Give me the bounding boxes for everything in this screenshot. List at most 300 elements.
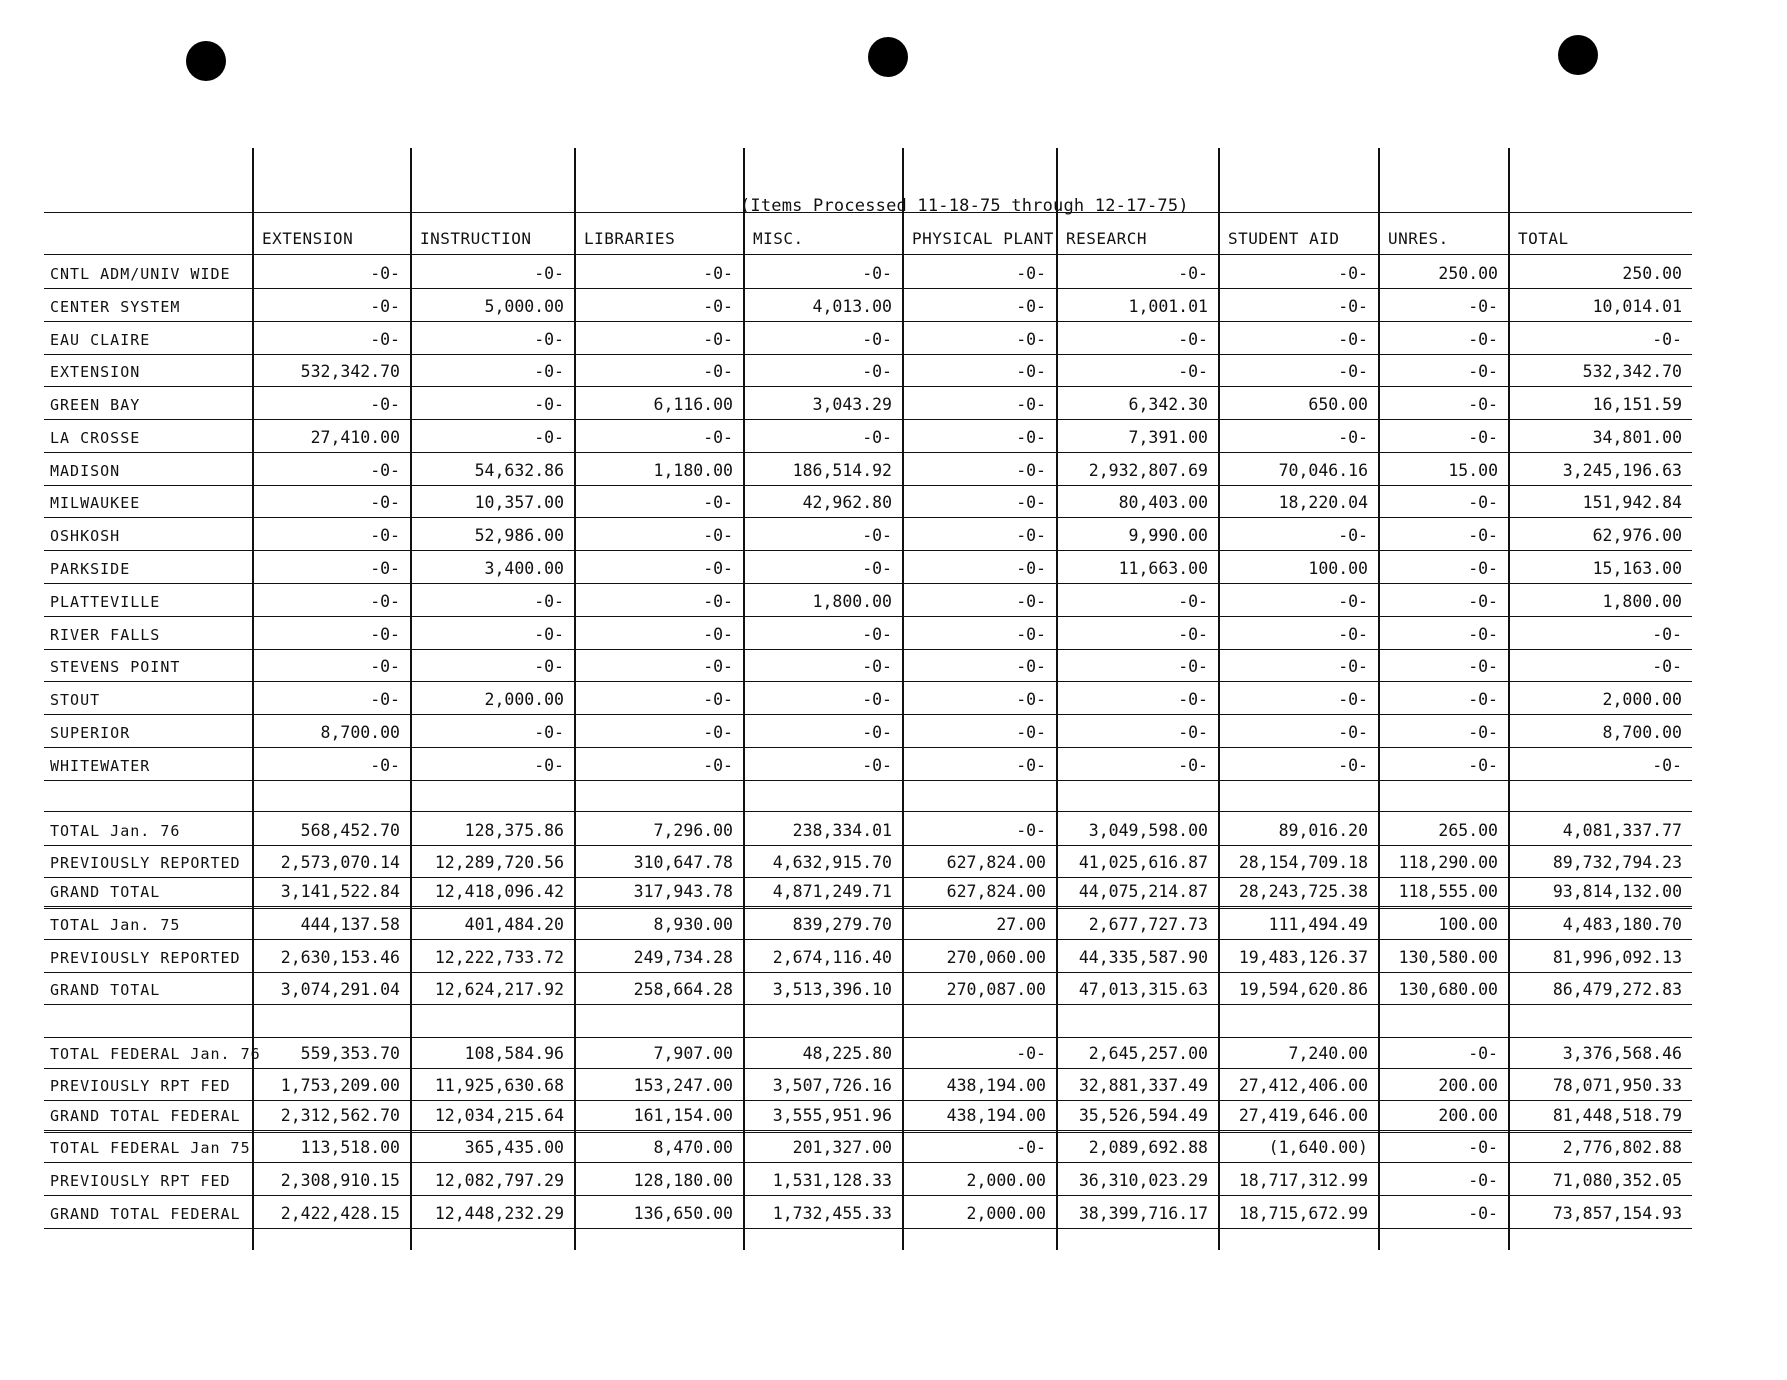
table-cell: 9,990.00: [1128, 526, 1208, 545]
row-label: PARKSIDE: [50, 560, 131, 578]
table-cell: 559,353.70: [300, 1044, 400, 1063]
row-label: STOUT: [50, 691, 101, 709]
table-cell: -0-: [534, 592, 564, 611]
table-cell: 627,824.00: [946, 853, 1046, 872]
table-cell: -0-: [1338, 690, 1368, 709]
table-cell: [902, 782, 1056, 812]
table-row: [44, 488, 1692, 518]
table-cell: 11,663.00: [1118, 559, 1208, 578]
table-cell: 6,342.30: [1128, 395, 1208, 414]
table-cell: [1378, 1008, 1508, 1038]
punch-hole-center: [868, 37, 908, 77]
table-cell: 34,801.00: [1592, 428, 1682, 447]
table-cell: 28,154,709.18: [1238, 853, 1368, 872]
table-cell: -0-: [1652, 625, 1682, 644]
table-cell: 12,222,733.72: [434, 948, 564, 967]
row-rule: [44, 1037, 1692, 1038]
table-cell: [1056, 782, 1218, 812]
table-cell: 36,310,023.29: [1078, 1171, 1208, 1190]
table-cell: 41,025,616.87: [1078, 853, 1208, 872]
table-cell: -0-: [370, 690, 400, 709]
table-cell: -0-: [1016, 756, 1046, 775]
table-cell: -0-: [703, 625, 733, 644]
table-cell: -0-: [1178, 362, 1208, 381]
table-cell: -0-: [1468, 526, 1498, 545]
table-cell: 8,470.00: [653, 1138, 733, 1157]
table-cell: -0-: [1468, 756, 1498, 775]
table-cell: -0-: [370, 297, 400, 316]
table-cell: -0-: [534, 756, 564, 775]
table-cell: 128,180.00: [633, 1171, 733, 1190]
row-rule: [44, 780, 1692, 781]
table-cell: -0-: [703, 592, 733, 611]
table-cell: 2,630,153.46: [280, 948, 400, 967]
table-cell: 81,448,518.79: [1552, 1106, 1682, 1125]
table-cell: 27,412,406.00: [1238, 1076, 1368, 1095]
table-cell: 35,526,594.49: [1078, 1106, 1208, 1125]
row-rule: [44, 972, 1692, 973]
row-label: MILWAUKEE: [50, 494, 141, 512]
table-cell: 100.00: [1308, 559, 1368, 578]
table-cell: 12,082,797.29: [434, 1171, 564, 1190]
table-cell: -0-: [1338, 264, 1368, 283]
table-row: [44, 685, 1692, 715]
table-cell: -0-: [370, 461, 400, 480]
table-cell: [1508, 1008, 1692, 1038]
table-cell: 71,080,352.05: [1552, 1171, 1682, 1190]
table-cell: 3,141,522.84: [280, 882, 400, 901]
column-header: UNRES.: [1388, 229, 1449, 248]
column-header: TOTAL: [1518, 229, 1569, 248]
table-row: [44, 325, 1692, 355]
table-cell: 12,624,217.92: [434, 980, 564, 999]
report-note: (Items Processed 11-18-75 through 12-17-75): [740, 196, 1189, 216]
table-cell: -0-: [534, 264, 564, 283]
row-label: PREVIOUSLY RPT FED: [50, 1172, 231, 1190]
table-cell: 130,680.00: [1398, 980, 1498, 999]
table-row: [44, 1133, 1692, 1163]
table-cell: -0-: [1016, 297, 1046, 316]
table-cell: 4,632,915.70: [772, 853, 892, 872]
table-cell: -0-: [370, 559, 400, 578]
table-cell: 3,074,291.04: [280, 980, 400, 999]
table-cell: 365,435.00: [464, 1138, 564, 1157]
table-cell: -0-: [1468, 395, 1498, 414]
table-row: [44, 782, 1692, 812]
table-cell: -0-: [1016, 428, 1046, 447]
table-cell: 18,715,672.99: [1238, 1204, 1368, 1223]
table-cell: 4,081,337.77: [1562, 821, 1682, 840]
table-cell: -0-: [1468, 1204, 1498, 1223]
row-rule: [44, 845, 1692, 846]
table-cell: 100.00: [1438, 915, 1498, 934]
row-label: EXTENSION: [50, 363, 141, 381]
row-label: GRAND TOTAL FEDERAL: [50, 1107, 241, 1125]
table-cell: 258,664.28: [633, 980, 733, 999]
table-cell: 19,594,620.86: [1238, 980, 1368, 999]
column-header: RESEARCH: [1066, 229, 1148, 248]
table-cell: 8,700.00: [320, 723, 400, 742]
row-rule: [44, 1068, 1692, 1069]
table-cell: -0-: [1468, 428, 1498, 447]
table-cell: 310,647.78: [633, 853, 733, 872]
table-cell: -0-: [534, 428, 564, 447]
table-cell: 12,289,720.56: [434, 853, 564, 872]
column-header: LIBRARIES: [584, 229, 676, 248]
table-cell: -0-: [1338, 362, 1368, 381]
table-cell: 3,400.00: [484, 559, 564, 578]
table-cell: 128,375.86: [464, 821, 564, 840]
table-cell: -0-: [1338, 657, 1368, 676]
row-label: TOTAL FEDERAL Jan 75: [50, 1139, 251, 1157]
table-cell: (1,640.00): [1268, 1138, 1368, 1157]
table-cell: 136,650.00: [633, 1204, 733, 1223]
header-row: [44, 224, 1692, 254]
table-cell: -0-: [370, 395, 400, 414]
table-cell: 7,296.00: [653, 821, 733, 840]
row-label: MADISON: [50, 462, 121, 480]
table-cell: 151,942.84: [1582, 493, 1682, 512]
row-label: RIVER FALLS: [50, 626, 161, 644]
row-label: SUPERIOR: [50, 724, 131, 742]
table-cell: 7,907.00: [653, 1044, 733, 1063]
row-label: PREVIOUSLY REPORTED: [50, 854, 241, 872]
table-cell: 438,194.00: [946, 1076, 1046, 1095]
table-cell: -0-: [1338, 592, 1368, 611]
row-rule: [44, 386, 1692, 387]
table-cell: -0-: [1338, 625, 1368, 644]
table-cell: -0-: [1338, 330, 1368, 349]
table-cell: 2,674,116.40: [772, 948, 892, 967]
table-row: [44, 423, 1692, 453]
table-cell: 1,800.00: [1602, 592, 1682, 611]
table-cell: -0-: [534, 657, 564, 676]
table-cell: 568,452.70: [300, 821, 400, 840]
table-cell: 2,932,807.69: [1088, 461, 1208, 480]
table-cell: 32,881,337.49: [1078, 1076, 1208, 1095]
row-rule: [44, 714, 1692, 715]
table-row: [44, 943, 1692, 973]
table-cell: 1,531,128.33: [772, 1171, 892, 1190]
table-cell: -0-: [1178, 330, 1208, 349]
table-cell: [574, 782, 743, 812]
table-cell: 2,645,257.00: [1088, 1044, 1208, 1063]
table-cell: -0-: [1468, 690, 1498, 709]
row-label: CENTER SYSTEM: [50, 298, 181, 316]
table-cell: 201,327.00: [792, 1138, 892, 1157]
row-label: WHITEWATER: [50, 757, 151, 775]
row-rule: [44, 1228, 1692, 1229]
row-label: PREVIOUSLY RPT FED: [50, 1077, 231, 1095]
table-cell: 3,507,726.16: [772, 1076, 892, 1095]
table-cell: -0-: [1468, 657, 1498, 676]
table-cell: -0-: [1338, 723, 1368, 742]
table-cell: -0-: [1016, 625, 1046, 644]
table-cell: -0-: [703, 493, 733, 512]
table-row: [44, 816, 1692, 846]
table-row: [44, 521, 1692, 551]
table-cell: -0-: [703, 526, 733, 545]
table-cell: -0-: [703, 657, 733, 676]
table-cell: 532,342.70: [300, 362, 400, 381]
table-cell: -0-: [370, 657, 400, 676]
table-cell: -0-: [1178, 657, 1208, 676]
table-cell: [574, 1008, 743, 1038]
column-header: EXTENSION: [262, 229, 354, 248]
table-row: [44, 1199, 1692, 1229]
table-cell: 15,163.00: [1592, 559, 1682, 578]
row-label: PLATTEVILLE: [50, 593, 161, 611]
table-cell: [252, 782, 410, 812]
table-cell: [743, 782, 902, 812]
row-label: PREVIOUSLY REPORTED: [50, 949, 241, 967]
table-cell: [410, 782, 574, 812]
table-cell: 250.00: [1438, 264, 1498, 283]
column-header: STUDENT AID: [1228, 229, 1340, 248]
table-cell: -0-: [862, 690, 892, 709]
table-cell: 81,996,092.13: [1552, 948, 1682, 967]
table-row: [44, 554, 1692, 584]
row-label: GRAND TOTAL: [50, 981, 161, 999]
table-cell: -0-: [703, 690, 733, 709]
table-cell: -0-: [1016, 395, 1046, 414]
table-cell: 2,677,727.73: [1088, 915, 1208, 934]
row-label: TOTAL Jan. 75: [50, 916, 181, 934]
row-label: TOTAL Jan. 76: [50, 822, 181, 840]
table-cell: -0-: [1178, 690, 1208, 709]
table-cell: -0-: [370, 592, 400, 611]
table-cell: 108,584.96: [464, 1044, 564, 1063]
table-cell: -0-: [862, 657, 892, 676]
column-header: INSTRUCTION: [420, 229, 532, 248]
row-rule: [44, 419, 1692, 420]
table-cell: 1,753,209.00: [280, 1076, 400, 1095]
table-cell: -0-: [862, 330, 892, 349]
table-cell: 80,403.00: [1118, 493, 1208, 512]
table-cell: 2,000.00: [484, 690, 564, 709]
table-cell: 78,071,950.33: [1552, 1076, 1682, 1095]
table-cell: -0-: [1652, 756, 1682, 775]
table-row: [44, 1071, 1692, 1101]
table-cell: 47,013,315.63: [1078, 980, 1208, 999]
table-cell: -0-: [862, 559, 892, 578]
table-cell: 317,943.78: [633, 882, 733, 901]
table-cell: -0-: [703, 756, 733, 775]
table-cell: -0-: [1468, 330, 1498, 349]
table-cell: -0-: [1016, 821, 1046, 840]
table-cell: 7,391.00: [1128, 428, 1208, 447]
table-cell: -0-: [1178, 723, 1208, 742]
table-cell: 1,800.00: [812, 592, 892, 611]
table-cell: -0-: [534, 395, 564, 414]
table-cell: -0-: [1016, 362, 1046, 381]
table-cell: -0-: [1016, 1138, 1046, 1157]
table-cell: -0-: [1468, 297, 1498, 316]
table-cell: 1,001.01: [1128, 297, 1208, 316]
table-cell: 6,116.00: [653, 395, 733, 414]
table-cell: -0-: [1016, 690, 1046, 709]
table-cell: -0-: [862, 428, 892, 447]
table-cell: 18,717,312.99: [1238, 1171, 1368, 1190]
table-cell: 10,014.01: [1592, 297, 1682, 316]
row-rule: [44, 1162, 1692, 1163]
table-cell: -0-: [1652, 657, 1682, 676]
row-label: [44, 1008, 252, 1038]
row-rule: [44, 321, 1692, 322]
table-cell: 3,513,396.10: [772, 980, 892, 999]
table-cell: 16,151.59: [1592, 395, 1682, 414]
column-header: MISC.: [753, 229, 804, 248]
table-cell: -0-: [703, 559, 733, 578]
table-cell: 3,049,598.00: [1088, 821, 1208, 840]
table-cell: 3,376,568.46: [1562, 1044, 1682, 1063]
table-cell: 250.00: [1622, 264, 1682, 283]
table-cell: 1,732,455.33: [772, 1204, 892, 1223]
row-rule: [44, 811, 1692, 812]
table-cell: 89,016.20: [1278, 821, 1368, 840]
table-cell: 130,580.00: [1398, 948, 1498, 967]
table-cell: 3,555,951.96: [772, 1106, 892, 1125]
table-cell: -0-: [1338, 297, 1368, 316]
table-cell: 7,240.00: [1288, 1044, 1368, 1063]
table-row: [44, 259, 1692, 289]
table-cell: -0-: [370, 756, 400, 775]
table-cell: 118,290.00: [1398, 853, 1498, 872]
table-cell: 186,514.92: [792, 461, 892, 480]
table-cell: [1218, 782, 1378, 812]
table-cell: 54,632.86: [474, 461, 564, 480]
table-cell: -0-: [1652, 330, 1682, 349]
table-cell: 249,734.28: [633, 948, 733, 967]
row-rule: [44, 288, 1692, 289]
table-cell: 200.00: [1438, 1106, 1498, 1125]
table-cell: -0-: [1016, 1044, 1046, 1063]
table-cell: 52,986.00: [474, 526, 564, 545]
table-cell: -0-: [703, 297, 733, 316]
table-cell: -0-: [1016, 526, 1046, 545]
row-rule: [44, 681, 1692, 682]
table-cell: 11,925,630.68: [434, 1076, 564, 1095]
table-cell: 93,814,132.00: [1552, 882, 1682, 901]
table-cell: 270,087.00: [946, 980, 1046, 999]
table-cell: 2,000.00: [966, 1204, 1046, 1223]
punch-hole-left: [186, 41, 226, 81]
table-cell: 15.00: [1448, 461, 1498, 480]
table-row: [44, 292, 1692, 322]
table-cell: 62,976.00: [1592, 526, 1682, 545]
table-cell: 270,060.00: [946, 948, 1046, 967]
table-row: [44, 390, 1692, 420]
table-cell: -0-: [1468, 592, 1498, 611]
row-label: GRAND TOTAL: [50, 883, 161, 901]
table-cell: 4,871,249.71: [772, 882, 892, 901]
table-cell: -0-: [703, 428, 733, 447]
table-cell: [1056, 1008, 1218, 1038]
table-cell: 8,930.00: [653, 915, 733, 934]
table-cell: 2,573,070.14: [280, 853, 400, 872]
table-cell: -0-: [1016, 461, 1046, 480]
row-rule: [44, 212, 1692, 213]
table-cell: -0-: [703, 330, 733, 349]
table-cell: -0-: [1468, 625, 1498, 644]
punch-hole-right: [1558, 35, 1598, 75]
table-cell: 2,312,562.70: [280, 1106, 400, 1125]
table-cell: -0-: [1016, 657, 1046, 676]
table-cell: -0-: [703, 723, 733, 742]
table-cell: 2,089,692.88: [1088, 1138, 1208, 1157]
table-cell: -0-: [1468, 493, 1498, 512]
row-rule: [44, 354, 1692, 355]
table-cell: -0-: [862, 526, 892, 545]
row-rule: [44, 1004, 1692, 1005]
row-label: GRAND TOTAL FEDERAL: [50, 1205, 241, 1223]
table-cell: -0-: [1468, 362, 1498, 381]
row-label: OSHKOSH: [50, 527, 121, 545]
table-row: [44, 975, 1692, 1005]
table-cell: -0-: [862, 723, 892, 742]
table-cell: -0-: [534, 625, 564, 644]
table-cell: 44,335,587.90: [1078, 948, 1208, 967]
table-cell: 200.00: [1438, 1076, 1498, 1095]
table-cell: 3,043.29: [812, 395, 892, 414]
table-cell: -0-: [1016, 330, 1046, 349]
table-cell: 627,824.00: [946, 882, 1046, 901]
table-cell: -0-: [370, 526, 400, 545]
table-row: [44, 718, 1692, 748]
row-rule: [44, 517, 1692, 518]
table-cell: [743, 1008, 902, 1038]
row-rule: [44, 616, 1692, 617]
row-rule: [44, 583, 1692, 584]
table-row: [44, 910, 1692, 940]
table-cell: 111,494.49: [1268, 915, 1368, 934]
table-cell: 8,700.00: [1602, 723, 1682, 742]
table-cell: 401,484.20: [464, 915, 564, 934]
table-row: [44, 877, 1692, 907]
table-cell: -0-: [370, 264, 400, 283]
table-cell: -0-: [1178, 756, 1208, 775]
table-row: [44, 848, 1692, 878]
row-label: EAU CLAIRE: [50, 331, 151, 349]
table-cell: 48,225.80: [802, 1044, 892, 1063]
table-cell: 44,075,214.87: [1078, 882, 1208, 901]
table-cell: -0-: [703, 264, 733, 283]
table-cell: 2,000.00: [966, 1171, 1046, 1190]
table-cell: -0-: [1016, 264, 1046, 283]
row-label: CNTL ADM/UNIV WIDE: [50, 265, 231, 283]
table-row: [44, 620, 1692, 650]
table-row: [44, 652, 1692, 682]
table-row: [44, 1101, 1692, 1131]
table-cell: [1218, 1008, 1378, 1038]
table-cell: 1,180.00: [653, 461, 733, 480]
table-cell: 438,194.00: [946, 1106, 1046, 1125]
table-cell: -0-: [703, 362, 733, 381]
table-cell: 73,857,154.93: [1552, 1204, 1682, 1223]
row-label: [44, 782, 252, 812]
table-cell: 532,342.70: [1582, 362, 1682, 381]
table-cell: [410, 1008, 574, 1038]
column-header: PHYSICAL PLANT: [912, 229, 1054, 248]
row-rule: [44, 550, 1692, 551]
row-label: GREEN BAY: [50, 396, 141, 414]
table-cell: -0-: [1178, 264, 1208, 283]
table-cell: -0-: [862, 362, 892, 381]
table-cell: -0-: [1016, 592, 1046, 611]
table-cell: -0-: [1338, 428, 1368, 447]
table-row: [44, 1166, 1692, 1196]
table-cell: -0-: [1178, 592, 1208, 611]
